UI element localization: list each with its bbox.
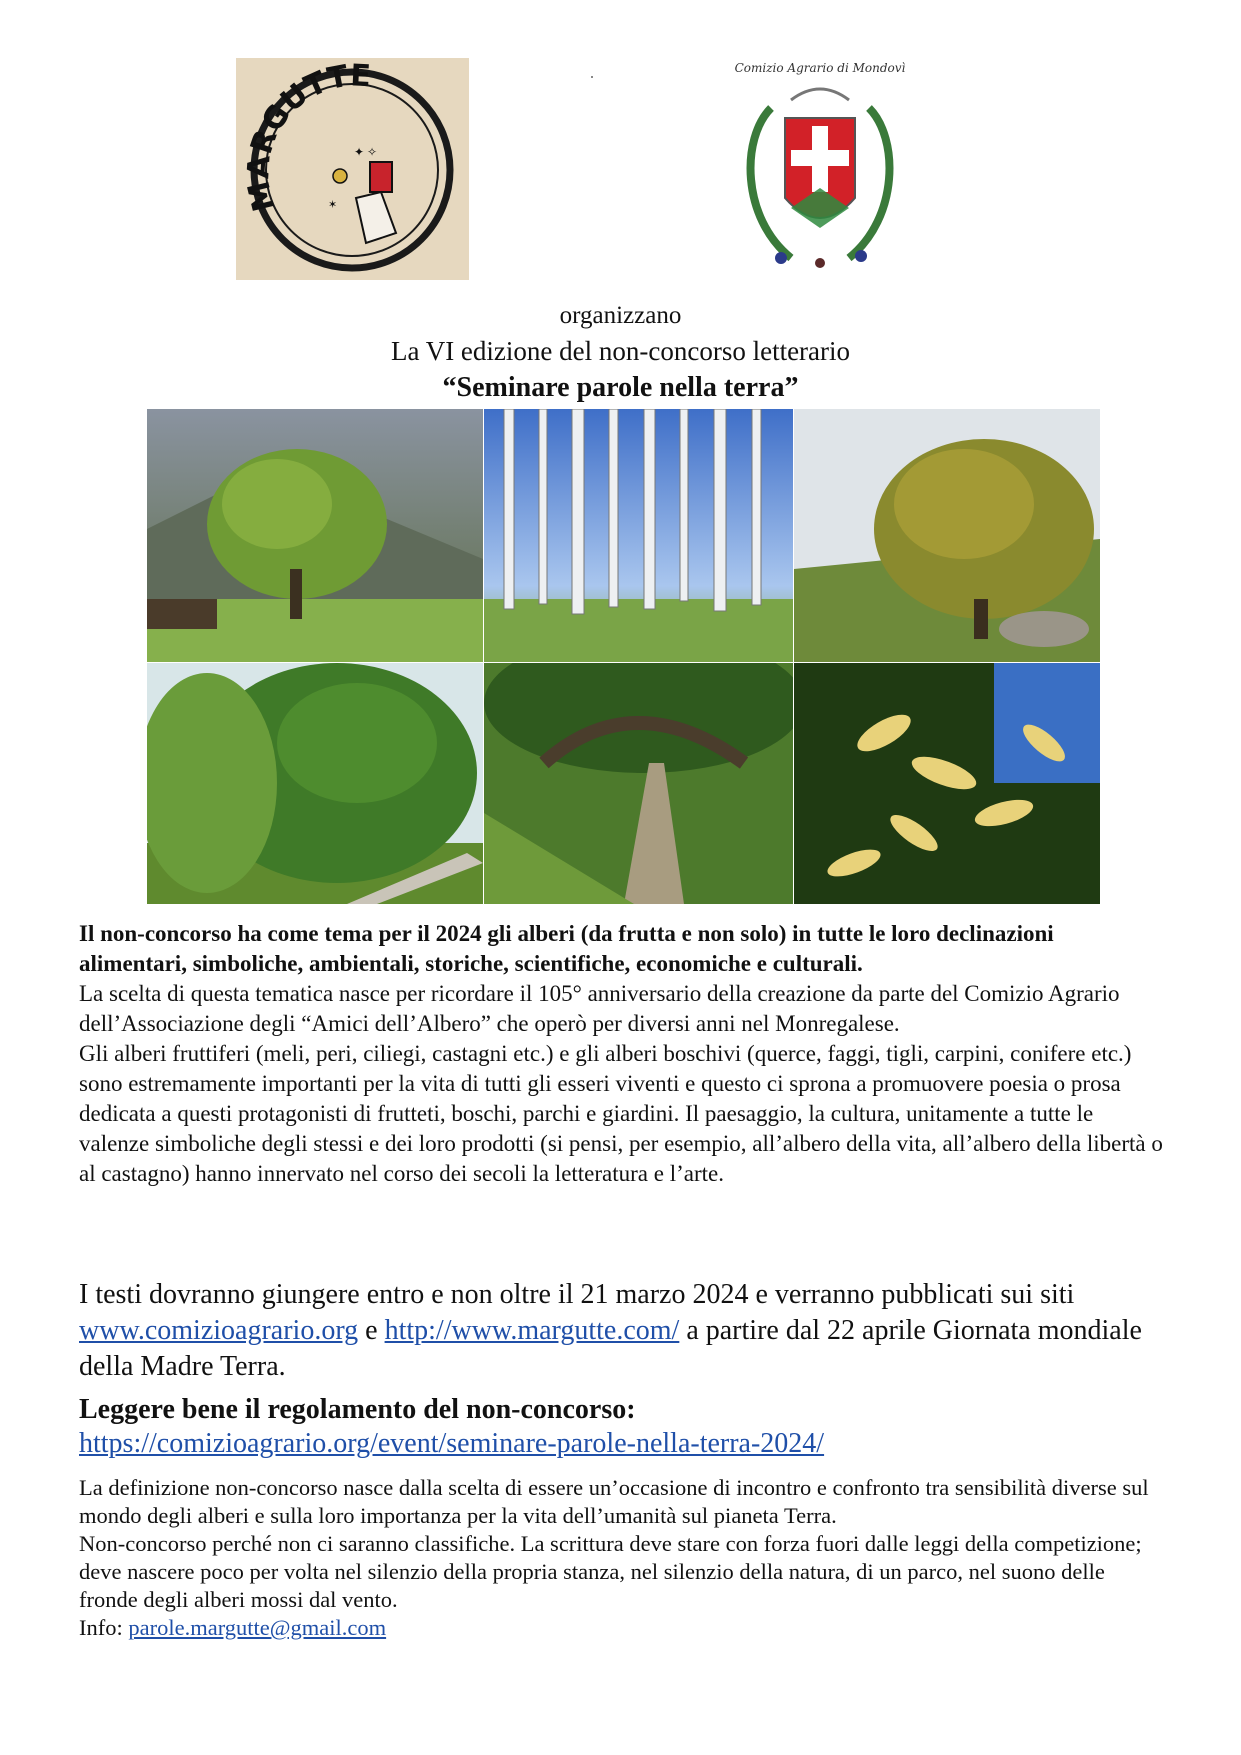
rules-section — [79, 1393, 1164, 1461]
comizio-site-link[interactable]: www.comizioagrario.org — [79, 1315, 359, 1346]
intro-text — [79, 979, 1164, 1189]
page-title: “Seminare parole nella terra” — [442, 372, 799, 403]
margutte-logo-text: MARGUTTE — [241, 58, 372, 215]
margutte-logo — [236, 58, 469, 280]
intro-paragraph-1: La scelta di questa tematica nasce per ricordare il 105° anniversario della creazione da parte del Comizio Agrario dell’Associazione degli “Amici dell’Albero” che operò per diversi anni nel Monregalese. — [79, 981, 1120, 1036]
svg-text:✶: ✶ — [328, 199, 338, 211]
theme-paragraph: Il non-concorso ha come tema per il 2024 gli alberi (da frutta e non solo) in tutte le loro declinazioni alimentari, simboliche, ambientali, storiche, scientifiche, economiche e culturali. — [79, 921, 1054, 976]
intro-paragraph-2: Gli alberi fruttiferi (meli, peri, ciliegi, castagni etc.) e gli alberi boschivi (querce, faggi, tigli, carpini, conifere etc.) sono estremamente importanti per la vita di tutti gli esseri viventi e questo ci sprona a promuovere poesia o prosa dedicata a questi protagonisti di frutteti, boschi, parchi e giardini. Il paesaggio, la cultura, unitamente a tutte le valenze simboliche degli stessi e dei loro prodotti (si pensi, per esempio, all’albero della vita, all’albero della libertà o al castagno) hanno innervato nel corso dei secoli la letteratura e l’arte. — [79, 1041, 1163, 1186]
deadline-text-2: a partire dal 22 aprile Giornata mondiale della Madre Terra. — [79, 1315, 1142, 1382]
definition-paragraph-1: La definizione non-concorso nasce dalla scelta di essere un’occasione di incontro e confronto tra sensibilità diverse sul mondo degli alberi e sulla loro importanza per la vita dell’umanità sul pianeta Terra. — [79, 1475, 1149, 1528]
organizers-line: organizzano — [559, 302, 682, 329]
info-email-link[interactable]: parole.margutte@gmail.com — [128, 1615, 387, 1640]
photo-birch-grove — [484, 409, 793, 662]
margutte-site-link[interactable]: http://www.margutte.com/ — [384, 1315, 680, 1346]
definition-text — [79, 1474, 1164, 1642]
info-label: Info: — [79, 1615, 129, 1640]
photo-autumn-tree — [794, 409, 1100, 662]
comizio-agrario-logo — [711, 58, 929, 280]
edition-line: La VI edizione del non-concorso letterario — [390, 336, 851, 366]
definition-paragraph-2: Non-concorso perché non ci saranno classifiche. La scrittura deve stare con forza fuori dalle leggi della competizione; deve nascere poco per volta nel silenzio della propria stanza, nel silenzio della natura, di un parco, nel suono delle fronde degli alberi mossi dal vento. — [79, 1531, 1142, 1612]
photo-forest-path — [484, 663, 793, 904]
comizio-logo-text: Comizio Agrario di Mondovì — [734, 61, 906, 75]
rules-link[interactable]: https://comizioagrario.org/event/seminare-parole-nella-terra-2024/ — [79, 1428, 825, 1459]
deadline-and: e — [358, 1315, 385, 1346]
info-line — [79, 1614, 1164, 1642]
tree-photo-collage — [147, 409, 1100, 904]
rules-heading: Leggere bene il regolamento del non-concorso: — [79, 1394, 636, 1425]
deadline-text-1: I testi dovranno giungere entro e non oltre il 21 marzo 2024 e verranno pubblicati sui siti — [79, 1279, 1075, 1310]
photo-green-oak — [147, 663, 483, 904]
photo-meadow-tree — [147, 409, 483, 662]
photo-chestnut-blossoms — [794, 663, 1100, 904]
svg-text:✦ ✧: ✦ ✧ — [354, 145, 378, 159]
deadline-paragraph — [79, 1277, 1164, 1385]
